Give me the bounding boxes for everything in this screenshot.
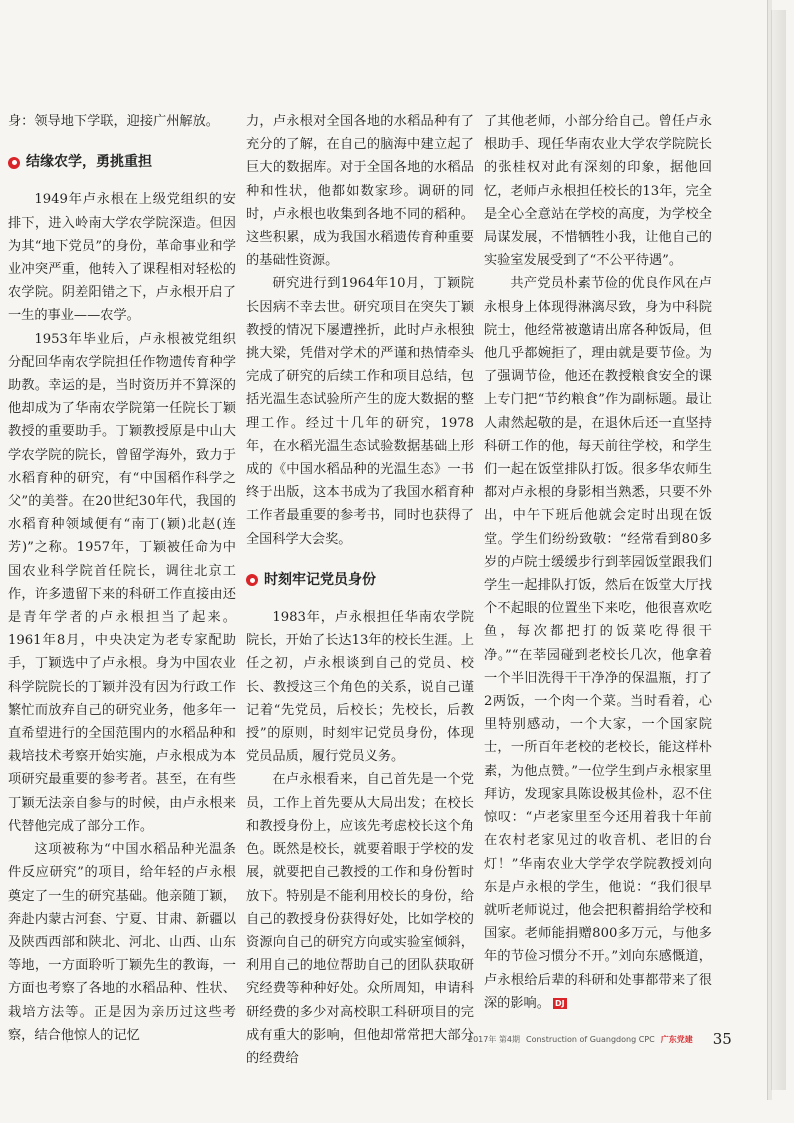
paragraph <box>484 272 712 1015</box>
section-heading <box>246 569 474 592</box>
red-ring-bullet-icon <box>8 157 20 169</box>
article-column-3 <box>484 110 712 1015</box>
section-heading <box>8 151 236 174</box>
page-footer <box>468 1030 732 1048</box>
red-ring-bullet-icon <box>246 574 258 586</box>
print-mark: ' <box>66 1040 69 1050</box>
section-heading-text: 时刻牢记党员身份 <box>264 571 376 588</box>
paragraph: 了其他老师，小部分给自己。曾任卢永根助手、现任华南农业大学农学院院长的张桂权对此有深刻的印象，据他回忆，老师卢永根担任校长的13年，完全是全心全意站在学校的高度，为学校全局谋发展，不惜牺牲小我，让他自己的实验室发展受到了“不公平待遇”。 <box>484 114 712 269</box>
paragraph: 这项被称为“中国水稻品种光温条件反应研究”的项目，给年轻的卢永根奠定了一生的研究基础。他亲随丁颖，奔赴内蒙古河套、宁夏、甘肃、新疆以及陕西西部和陕北、河北、山西、山东等地，一方面聆听丁颖先生的教诲，一方面也考察了各地的水稻品种、性状、栽培方法等。正是因为亲历过这些考察，结合他惊人的记忆 <box>8 842 236 1043</box>
page-number: 35 <box>712 1030 732 1048</box>
paragraph: 1983年，卢永根担任华南农学院院长，开始了长达13年的校长生涯。上任之初，卢永根谈到自己的党员、校长、教授这三个角色的关系，说自己谨记着“先党员，后校长；先校长，后教授”的原则，时刻牢记党员身份，体现党员品质，履行党员义务。 <box>246 610 474 765</box>
section-heading-text: 结缘农学，勇挑重担 <box>26 154 152 171</box>
footer-issue: 2017年 第4期 <box>468 1034 520 1044</box>
paragraph-text: 共产党员朴素节俭的优良作风在卢永根身上体现得淋漓尽致，身为中科院院士，他经常被邀请出席各种饭局，但他几乎都婉拒了，理由就是要节俭。为了强调节俭，他还在教授粮食安全的课上专门把“节约粮食”作为副标题。最让人肃然起敬的是，在退休后还一直坚持科研工作的他，每天前往学校，和学生们一起在饭堂排队打饭。很多华农师生都对卢永根的身影相当熟悉，只要不外出，中午下班后他就会定时出现在饭堂。学生们纷纷致敬：“经常看到80多岁的卢院士缓缓步行到莘园饭堂跟我们学生一起排队打饭，然后在饭堂大厅找个不起眼的位置坐下来吃，他很喜欢吃鱼，每次都把打的饭菜吃得很干净。”“在莘园碰到老校长几次，他拿着一个半旧洗得干干净净的保温瓶，打了2两饭，一个肉一个菜。当时看着，心里特别感动，一个大家，一个国家院士，一所百年老校的老校长，能这样朴素，为他点赞。”一位学生到卢永根家里拜访，发现家具陈设极其俭朴，忍不住惊叹：“卢老家里至今还用着我十年前在农村老家见过的收音机、老旧的台灯！”华南农业大学学农学院教授刘向东是卢永根的学生，他说：“我们很早就听老师说过，他会把积蓄捐给学校和国家。老师能捐赠800多万元，与他多年的节俭习惯分不开。”刘向东感慨道，卢永根给后辈的科研和处事都带来了很深的影响。 <box>484 276 712 1011</box>
footer-brand: 广东党建 <box>660 1034 693 1044</box>
article-column-1 <box>8 110 236 1047</box>
article-column-2 <box>246 110 474 1070</box>
article-end-mark: DJ <box>554 998 565 1008</box>
footer-journal: Construction of Guangdong CPC <box>526 1034 655 1044</box>
page-stack-edge <box>771 10 786 1090</box>
paragraph: 身：领导地下学联，迎接广州解放。 <box>8 114 219 129</box>
paragraph: 在卢永根看来，自己首先是一个党员，工作上首先要从大局出发；在校长和教授身份上，应该先考虑校长这个角色。既然是校长，就要着眼于学校的发展，就要把自己教授的工作和身份暂时放下。特别是不能利用校长的身份，给自己的教授身份获得好处，比如学校的资源向自己的研究方向或实验室倾斜，利用自己的地位帮助自己的团队获取研究经费等种种好处。众所周知，申请科研经费的多少对高校职工科研项目的完成有重大的影响，但他却常常把大部分的经费给 <box>246 772 474 1066</box>
paragraph: 1949年卢永根在上级党组织的安排下，进入岭南大学农学院深造。但因为其“地下党员”的身份，革命事业和学业冲突严重，他转入了课程相对轻松的农学院。阴差阳错之下，卢永根开启了一生的事业——农学。 <box>8 192 236 324</box>
paragraph: 力，卢永根对全国各地的水稻品种有了充分的了解，在自己的脑海中建立起了巨大的数据库。对于全国各地的水稻品种和性状，他都如数家珍。调研的同时，卢永根也收集到各地不同的稻种。这些积累，成为我国水稻遗传育种重要的基础性资源。 <box>246 114 474 269</box>
paragraph: 1953年毕业后，卢永根被党组织分配回华南农学院担任作物遗传育种学助教。幸运的是，当时资历并不算深的他却成为了华南农学院第一任院长丁颖教授的重要助手。丁颖教授原是中山大学农学院的院长，曾留学海外，致力于水稻育种的研究，有“中国稻作科学之父”的美誉。在20世纪30年代，我国的水稻育种领域便有“南丁(颖)北赵(连芳)”之称。1957年，丁颖被任命为中国农业科学院首任院长，调往北京工作，许多遗留下来的科研工作直接由还是青年学者的卢永根担当了起来。1961年8月，中央决定为老专家配助手，丁颖选中了卢永根。身为中国农业科学院院长的丁颖并没有因为行政工作繁忙而放弃自己的研究业务，他多年一直希望进行的全国范围内的水稻品种和栽培技术考察开始实施，卢永根成为本项研究最重要的参考者。甚至，在有些丁颖无法亲自参与的时候，由卢永根来代替他完成了部分工作。 <box>8 331 236 834</box>
paragraph: 研究进行到1964年10月，丁颖院长因病不幸去世。研究项目在突失丁颖教授的情况下屡遭挫折，此时卢永根独挑大梁，凭借对学术的严谨和热情牵头完成了研究的后续工作和项目总结，包括光温生态试验所产生的庞大数据的整理工作。经过十几年的研究，1978年，在水稻光温生态试验数据基础上形成的《中国水稻品种的光温生态》一书终于出版，这本书成为了我国水稻育种工作者最重要的参考书，同时也获得了全国科学大会奖。 <box>246 276 474 547</box>
